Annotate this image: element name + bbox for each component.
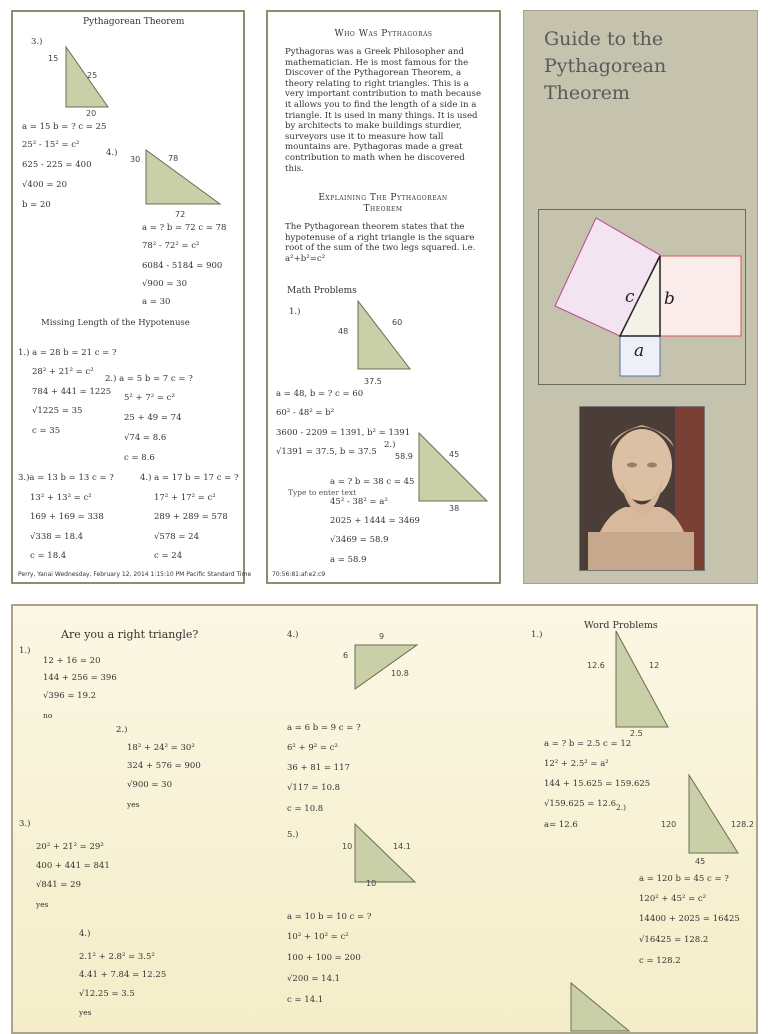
side-label: 72 [175, 210, 186, 219]
side-label: 78 [168, 154, 179, 163]
side-label: 12 [649, 661, 660, 670]
cover-title: Guide to the Pythagorean Theorem [544, 28, 667, 104]
problem-number: 3.) [31, 37, 43, 47]
equation-line: √338 = 18.4 [30, 532, 84, 542]
equation-line: 2.1² + 2.8² = 3.5² [79, 952, 155, 962]
triangle-diagram [354, 823, 416, 883]
answer-text: yes [127, 800, 140, 809]
triangle-diagram [688, 774, 739, 854]
equation-line: 169 + 169 = 338 [30, 512, 104, 522]
side-label: 14.1 [393, 842, 411, 851]
equation-line: a = 6 b = 9 c = ? [287, 723, 361, 733]
equation-line: 18² + 24² = 30² [127, 743, 195, 753]
pythagoras-bust-image [579, 406, 705, 571]
equation-line: a = 58.9 [330, 555, 367, 565]
triangle-diagram [145, 149, 221, 205]
problem-number: 2.) [616, 803, 627, 812]
section-heading: Who Was Pythagoras [334, 29, 433, 39]
side-label: 58.9 [395, 452, 413, 461]
equation-line: 6² + 9² = c² [287, 743, 338, 753]
equation-line: √117 = 10.8 [287, 783, 341, 793]
problem-number: 1.) [531, 630, 543, 640]
side-label: 30 [130, 155, 141, 164]
equation-line: 784 + 441 = 1225 [32, 387, 112, 397]
equation-line: 4.) a = 17 b = 17 c = ? [140, 473, 239, 483]
side-label: 45 [695, 857, 706, 866]
equation-line: 14400 + 2025 = 16425 [639, 914, 740, 924]
equation-line: 4.41 + 7.84 = 12.25 [79, 970, 167, 980]
answer-text: yes [36, 900, 49, 909]
side-label: 12.6 [587, 661, 605, 670]
equation-line: √578 = 24 [154, 532, 199, 542]
equation-line: c = 128.2 [639, 956, 681, 966]
equation-line: a= 12.6 [544, 820, 578, 830]
answer-text: no [43, 711, 53, 720]
equation-line: a = ? b = 2.5 c = 12 [544, 739, 632, 749]
equation-line: 78² - 72² = c² [142, 241, 200, 251]
side-label: 48 [338, 327, 349, 336]
equation-line: √74 = 8.6 [124, 433, 167, 443]
answer-text: yes [79, 1008, 92, 1017]
equation-line: 3600 - 2209 = 1391, b² = 1391 [276, 428, 411, 438]
problem-number: 4.) [106, 148, 118, 158]
triangle-diagram [615, 630, 669, 728]
problem-number: 1.) [289, 307, 301, 317]
label-a: a [634, 341, 645, 361]
equation-line: c = 14.1 [287, 995, 324, 1005]
equation-line: 1.) a = 28 b = 21 c = ? [18, 348, 117, 358]
equation-line: 12² + 2.5² = a² [544, 759, 609, 769]
equation-line: a = 10 b = 10 c = ? [287, 912, 372, 922]
triangle-diagram [418, 432, 488, 502]
label-c: c [625, 287, 635, 307]
panel-practice-problems [11, 604, 758, 1034]
equation-line: √12.25 = 3.5 [79, 989, 135, 999]
equation-line: 625 - 225 = 400 [22, 160, 92, 170]
side-label: 10 [366, 879, 377, 888]
side-label: 2.5 [630, 729, 643, 738]
triangle-diagram [570, 982, 630, 1032]
equation-line: √841 = 29 [36, 880, 81, 890]
panel-who-was-pythagoras [266, 10, 501, 584]
bust-illustration [580, 407, 704, 570]
pythagorean-diagram [538, 209, 746, 385]
side-label: 10 [342, 842, 353, 851]
equation-line: c = 10.8 [287, 804, 324, 814]
equation-line: 25 + 49 = 74 [124, 413, 182, 423]
equation-line: 28² + 21² = c² [32, 367, 94, 377]
section-heading: Math Problems [287, 286, 357, 296]
side-label: 9 [379, 632, 385, 641]
equation-line: 324 + 576 = 900 [127, 761, 201, 771]
body-paragraph: The Pythagorean theorem states that the hypotenuse of a right triangle is the square root of the sum of the two legs squared. i.e. a²+b²=c² [285, 222, 476, 264]
equation-line: √200 = 14.1 [287, 974, 341, 984]
equation-line: 10² + 10² = c² [287, 932, 349, 942]
problem-number: 5.) [287, 830, 299, 840]
equation-line: c = 35 [32, 426, 61, 436]
equation-line: √3469 = 58.9 [330, 535, 389, 545]
equation-line: √400 = 20 [22, 180, 67, 190]
section-heading: Word Problems [584, 620, 658, 631]
problem-number: 3.) [19, 819, 31, 829]
equation-line: 3.)a = 13 b = 13 c = ? [18, 473, 114, 483]
equation-line: 17² + 17² = c² [154, 493, 216, 503]
equation-line: 100 + 100 = 200 [287, 953, 361, 963]
side-label: 20 [86, 109, 97, 118]
panel-title: Pythagorean Theorem [83, 17, 185, 27]
equation-line: 2.) a = 5 b = 7 c = ? [105, 374, 193, 384]
side-label: 15 [48, 54, 59, 63]
equation-line: 6084 - 5184 = 900 [142, 261, 223, 271]
triangle-diagram [354, 644, 418, 690]
problem-number: 1.) [19, 646, 31, 656]
problem-number: 2.) [116, 725, 128, 735]
side-label: 37.5 [364, 377, 382, 386]
text-box-placeholder[interactable]: Type to enter text [288, 488, 357, 497]
equation-line: c = 8.6 [124, 453, 155, 463]
section-heading: Explaining The Pythagorean Theorem [318, 193, 448, 214]
footer-text: Perry, Yanai Wednesday, February 12, 2014 1:15:10 PM Pacific Standard Time [18, 571, 252, 578]
label-b: b [664, 289, 675, 309]
equation-line: 60² - 48² = b² [276, 408, 335, 418]
equation-line: 12 + 16 = 20 [43, 656, 101, 666]
panel-cover [523, 10, 758, 584]
body-paragraph: Pythagoras was a Greek Philosopher and mathematician. He is most famous for the Discover of the Pythagorean Theorem, a theory relating to right triangles. This is a very important contribution to math because it allows you to find the length of a side in a triangle. It is used in many things. It is used by architects to make buildings sturdier, surveyors use it to measure how tall mountains are. Pythagoras made a great contribution to math when he discovered this. [285, 47, 482, 174]
equation-line: √1391 = 37.5, b = 37.5 [276, 447, 377, 457]
equation-line: 144 + 256 = 396 [43, 673, 117, 683]
equation-line: 36 + 81 = 117 [287, 763, 350, 773]
equation-line: a = ? b = 38 c = 45 [330, 477, 415, 487]
side-label: 10.8 [391, 669, 409, 678]
equation-line: a = 30 [142, 297, 171, 307]
equation-line: 400 + 441 = 841 [36, 861, 110, 871]
equation-line: 20² + 21² = 29² [36, 842, 104, 852]
equation-line: b = 20 [22, 200, 51, 210]
equation-line: 45² - 38² = a² [330, 497, 388, 507]
equation-line: c = 18.4 [30, 551, 67, 561]
side-label: 6 [343, 651, 349, 660]
equation-line: √16425 = 128.2 [639, 935, 709, 945]
equation-line: √1225 = 35 [32, 406, 83, 416]
panel-pythagorean-theorem [11, 10, 252, 584]
side-label: 25 [87, 71, 98, 80]
equation-line: √900 = 30 [127, 780, 172, 790]
equation-line: c = 24 [154, 551, 183, 561]
side-label: 120 [661, 820, 677, 829]
section-heading: Are you a right triangle? [61, 628, 199, 641]
equation-line: √900 = 30 [142, 279, 187, 289]
equation-line: 13² + 13² = c² [30, 493, 92, 503]
side-label: 45 [449, 450, 460, 459]
equation-line: a = 120 b = 45 c = ? [639, 874, 729, 884]
equation-line: √159.625 = 12.6 [544, 799, 617, 809]
equation-line: √396 = 19.2 [43, 691, 97, 701]
equation-line: 5² + 7² = c² [124, 393, 175, 403]
equation-line: 120² + 45² = c² [639, 894, 707, 904]
equation-line: a = 48, b = ? c = 60 [276, 389, 364, 399]
footer-text: 70:56:81:af:e2:c9 [272, 571, 326, 578]
equation-line: a = 15 b = ? c = 25 [22, 122, 107, 132]
triangle-diagram [357, 300, 411, 370]
equation-line: 2025 + 1444 = 3469 [330, 516, 420, 526]
problem-number: 2.) [384, 440, 396, 450]
problem-number: 4.) [79, 929, 91, 939]
equation-line: 25² - 15² = c² [22, 140, 80, 150]
problem-number: 4.) [287, 630, 299, 640]
side-label: 38 [449, 504, 460, 513]
equation-line: a = ? b = 72 c = 78 [142, 223, 227, 233]
section-heading: Missing Length of the Hypotenuse [41, 318, 190, 328]
side-label: 128.2 [731, 820, 754, 829]
pythagorean-squares [539, 210, 745, 384]
equation-line: 289 + 289 = 578 [154, 512, 228, 522]
side-label: 60 [392, 318, 403, 327]
equation-line: 144 + 15.625 = 159.625 [544, 779, 651, 789]
